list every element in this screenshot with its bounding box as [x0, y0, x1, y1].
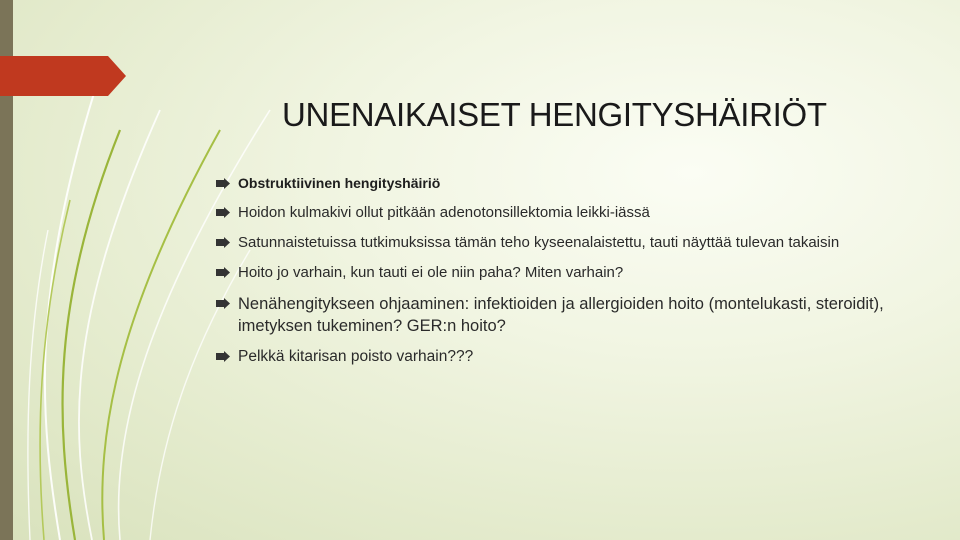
arrow-bullet-icon [216, 237, 230, 248]
decorative-curve-1 [45, 90, 95, 540]
bullet-item [216, 231, 916, 254]
bullet-item [216, 201, 916, 224]
bullet-list [216, 172, 916, 368]
decorative-curve-green-1 [63, 130, 120, 540]
arrow-bullet-icon [216, 298, 230, 309]
arrow-bullet-icon [216, 178, 230, 189]
bullet-text: Obstruktiivinen hengityshäiriö [238, 175, 441, 191]
bullet-item [216, 261, 916, 284]
bullet-text: Satunnaistetuissa tutkimuksissa tämän teho kyseenalaistettu, tauti näyttää tulevan takaisin [238, 234, 840, 251]
bullet-item [216, 172, 916, 195]
bullet-text: Nenähengitykseen ohjaaminen: infektioiden ja allergioiden hoito (montelukasti, steroidit), imetyksen tukeminen? GER:n hoito? [238, 295, 884, 335]
arrow-bullet-icon [216, 351, 230, 362]
slide-title: UNENAIKAISET HENGITYSHÄIRIÖT [282, 96, 827, 133]
bullet-text: Hoito jo varhain, kun tauti ei ole niin paha? Miten varhain? [238, 264, 624, 281]
bullet-text: Pelkkä kitarisan poisto varhain??? [238, 348, 474, 365]
bullet-item [216, 345, 916, 368]
arrow-bullet-icon [216, 207, 230, 218]
accent-arrow-shape [0, 56, 126, 96]
bullet-item [216, 293, 916, 337]
arrow-bullet-icon [216, 267, 230, 278]
bullet-text: Hoidon kulmakivi ollut pitkään adenotonsillektomia leikki-iässä [238, 204, 650, 221]
